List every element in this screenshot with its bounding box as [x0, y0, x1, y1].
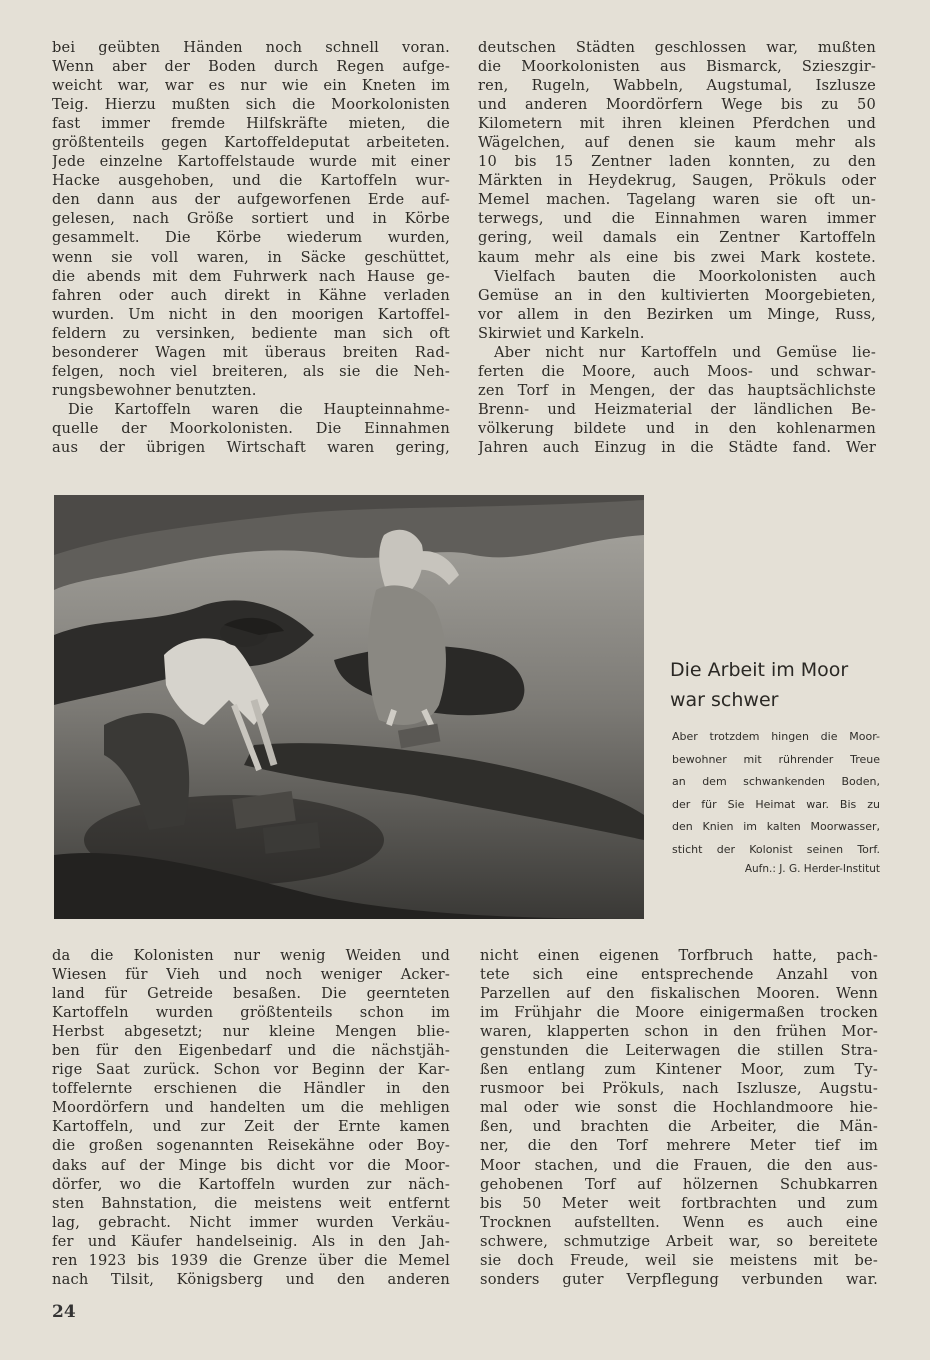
- text-line: die großen sogenannten Reisekähne oder Boy-: [52, 1137, 450, 1155]
- text-line: Wägelchen, auf denen sie kaum mehr als: [478, 134, 876, 152]
- text-line: Moordörfern und handelten um die mehligen: [52, 1099, 450, 1117]
- caption-title-line: war schwer: [670, 689, 779, 711]
- text-line: Memel machen. Tagelang waren sie oft un-: [478, 191, 876, 209]
- text-line: Jede einzelne Kartoffelstaude wurde mit einer: [52, 153, 450, 171]
- text-line: wenn sie voll waren, in Säcke geschüttet,: [52, 248, 450, 266]
- text-line: rige Saat zurück. Schon vor Beginn der Kar-: [52, 1061, 450, 1079]
- text-line: mal oder wie sonst die Hochlandmoore hie-: [480, 1099, 878, 1117]
- caption-line: sticht der Kolonist seinen Torf.: [672, 842, 880, 856]
- text-line: gehobenen Torf auf hölzernen Schubkarren: [480, 1175, 878, 1193]
- text-line: fast immer fremde Hilfskräfte mieten, die: [52, 115, 450, 133]
- page-number: 24: [52, 1302, 76, 1322]
- text-line: Moor stachen, und die Frauen, die den aus-: [480, 1156, 878, 1174]
- text-line: rungsbewohner benutzten.: [52, 381, 257, 399]
- text-line: kaum mehr als eine bis zwei Mark kostete.: [478, 248, 876, 266]
- text-line: die abends mit dem Fuhrwerk nach Hause ge-: [52, 267, 450, 285]
- text-line: völkerung bildete und in den kohlenarmen: [478, 419, 876, 437]
- text-line: aus der übrigen Wirtschaft waren gering,: [52, 438, 450, 456]
- text-line: terwegs, und die Einnahmen waren immer: [478, 210, 876, 228]
- text-column-top-left: [52, 38, 450, 457]
- text-line: Wiesen für Vieh und noch weniger Acker-: [52, 966, 450, 984]
- text-line: daks auf der Minge bis dicht vor die Moor-: [52, 1156, 450, 1174]
- text-line: Kartoffeln, und zur Zeit der Ernte kamen: [52, 1118, 450, 1136]
- text-line: Herbst abgesetzt; nur kleine Mengen blie-: [52, 1023, 450, 1041]
- text-line: nach Tilsit, Königsberg und den anderen: [52, 1270, 450, 1288]
- text-line: zen Torf in Mengen, der das hauptsächlichste: [478, 381, 876, 399]
- caption-line: an dem schwankenden Boden,: [672, 775, 880, 789]
- text-line: ner, die den Torf mehrere Meter tief im: [480, 1137, 878, 1155]
- text-line: fahren oder auch direkt in Kähne verladen: [52, 286, 450, 304]
- text-line: Brenn- und Heizmaterial der ländlichen Be-: [478, 400, 876, 418]
- caption-line: den Knien im kalten Moorwasser,: [672, 820, 880, 834]
- text-line: Parzellen auf den fiskalischen Mooren. Wenn: [480, 985, 878, 1003]
- text-line: Märkten in Heydekrug, Saugen, Prökuls oder: [478, 172, 876, 190]
- text-line: da die Kolonisten nur wenig Weiden und: [52, 947, 450, 964]
- text-line: Teig. Hierzu mußten sich die Moorkolonisten: [52, 96, 450, 114]
- text-line: lag, gebracht. Nicht immer wurden Verkäu-: [52, 1213, 450, 1231]
- photo-caption-text: [672, 726, 880, 862]
- text-line: fer und Käufer handelseinig. Als in den Jah-: [52, 1232, 450, 1250]
- text-line: gelesen, nach Größe sortiert und in Körbe: [52, 210, 450, 228]
- text-line: genstunden die Leiterwagen die stillen Stra-: [480, 1042, 878, 1060]
- text-line: Vielfach bauten die Moorkolonisten auch: [494, 267, 876, 285]
- text-line: bei geübten Händen noch schnell voran.: [52, 39, 450, 56]
- text-line: rusmoor bei Prökuls, nach Iszlusze, Augstu-: [480, 1080, 878, 1098]
- text-line: schwere, schmutzige Arbeit war, so bereitete: [480, 1232, 878, 1250]
- text-line: wurden. Um nicht in den moorigen Kartoffel-: [52, 305, 450, 323]
- text-line: größtenteils gegen Kartoffeldeputat arbeiteten.: [52, 134, 450, 152]
- text-line: 10 bis 15 Zentner laden konnten, zu den: [478, 153, 876, 171]
- text-line: Jahren auch Einzug in die Städte fand. Wer: [478, 438, 876, 456]
- caption-title-line: Die Arbeit im Moor: [670, 659, 849, 681]
- text-line: im Frühjahr die Moore einigermaßen trocken: [480, 1004, 878, 1022]
- text-line: Skirwiet und Karkeln.: [478, 324, 645, 342]
- text-line: gering, weil damals ein Zentner Kartoffeln: [478, 229, 876, 247]
- text-line: sonders guter Verpflegung verbunden war.: [480, 1270, 878, 1288]
- photo-caption-title: [670, 655, 900, 715]
- caption-line: bewohner mit rührender Treue: [672, 752, 880, 766]
- text-line: gesammelt. Die Körbe wiederum wurden,: [52, 229, 450, 247]
- text-line: ßen, und brachten die Arbeiter, die Män-: [480, 1118, 878, 1136]
- text-line: Trocknen aufstellten. Wenn es auch eine: [480, 1213, 878, 1231]
- text-line: bis 50 Meter weit fortbrachten und zum: [480, 1194, 878, 1212]
- text-line: feldern zu versinken, bediente man sich oft: [52, 324, 450, 342]
- photo-peat-cutting: [54, 495, 644, 919]
- text-line: felgen, noch viel breiteren, als sie die Neh-: [52, 362, 450, 380]
- text-line: tete sich eine entsprechende Anzahl von: [480, 966, 878, 984]
- text-line: ferten die Moore, auch Moos- und schwar-: [478, 362, 876, 380]
- text-line: Aber nicht nur Kartoffeln und Gemüse lie-: [494, 343, 876, 361]
- text-line: toffelernte erschienen die Händler in den: [52, 1080, 450, 1098]
- caption-line: Aber trotzdem hingen die Moor-: [672, 730, 880, 743]
- text-column-top-right: [478, 38, 876, 457]
- text-line: ren 1923 bis 1939 die Grenze über die Memel: [52, 1251, 450, 1269]
- caption-line: der für Sie Heimat war. Bis zu: [672, 797, 880, 811]
- text-line: Wenn aber der Boden durch Regen aufge-: [52, 58, 450, 76]
- text-line: deutschen Städten geschlossen war, mußten: [478, 39, 876, 56]
- text-line: quelle der Moorkolonisten. Die Einnahmen: [52, 419, 450, 437]
- text-line: und anderen Moordörfern Wege bis zu 50: [478, 96, 876, 114]
- photo-credit: Aufn.: J. G. Herder-Institut: [744, 863, 880, 875]
- text-line: nicht einen eigenen Torfbruch hatte, pach-: [480, 947, 878, 964]
- text-line: Kilometern mit ihren kleinen Pferdchen und: [478, 115, 876, 133]
- text-line: vor allem in den Bezirken um Minge, Russ,: [478, 305, 876, 323]
- text-line: dörfer, wo die Kartoffeln wurden zur näch-: [52, 1175, 450, 1193]
- text-line: ren, Rugeln, Wabbeln, Augstumal, Iszlusze: [478, 77, 876, 95]
- text-line: Kartoffeln wurden größtenteils schon im: [52, 1004, 450, 1022]
- text-line: land für Getreide besaßen. Die geernteten: [52, 985, 450, 1003]
- text-column-bottom-right: [480, 946, 878, 1289]
- text-line: weicht war, war es nur wie ein Kneten im: [52, 77, 450, 95]
- text-line: den dann aus der aufgeworfenen Erde auf-: [52, 191, 450, 209]
- text-line: sie doch Freude, weil sie meistens mit be-: [480, 1251, 878, 1269]
- text-line: Gemüse an in den kultivierten Moorgebieten,: [478, 286, 876, 304]
- text-line: sten Bahnstation, die meistens weit entfernt: [52, 1194, 450, 1212]
- text-line: besonderer Wagen mit überaus breiten Rad-: [52, 343, 450, 361]
- text-line: ßen entlang zum Kintener Moor, zum Ty-: [480, 1061, 878, 1079]
- text-line: die Moorkolonisten aus Bismarck, Szieszgir-: [478, 58, 876, 76]
- text-column-bottom-left: [52, 946, 450, 1289]
- text-line: waren, klapperten schon in den frühen Mor-: [480, 1023, 878, 1041]
- text-line: ben für den Eigenbedarf und die nächstjäh-: [52, 1042, 450, 1060]
- text-line: Die Kartoffeln waren die Haupteinnahme-: [68, 400, 450, 418]
- text-line: Hacke ausgehoben, und die Kartoffeln wur-: [52, 172, 450, 190]
